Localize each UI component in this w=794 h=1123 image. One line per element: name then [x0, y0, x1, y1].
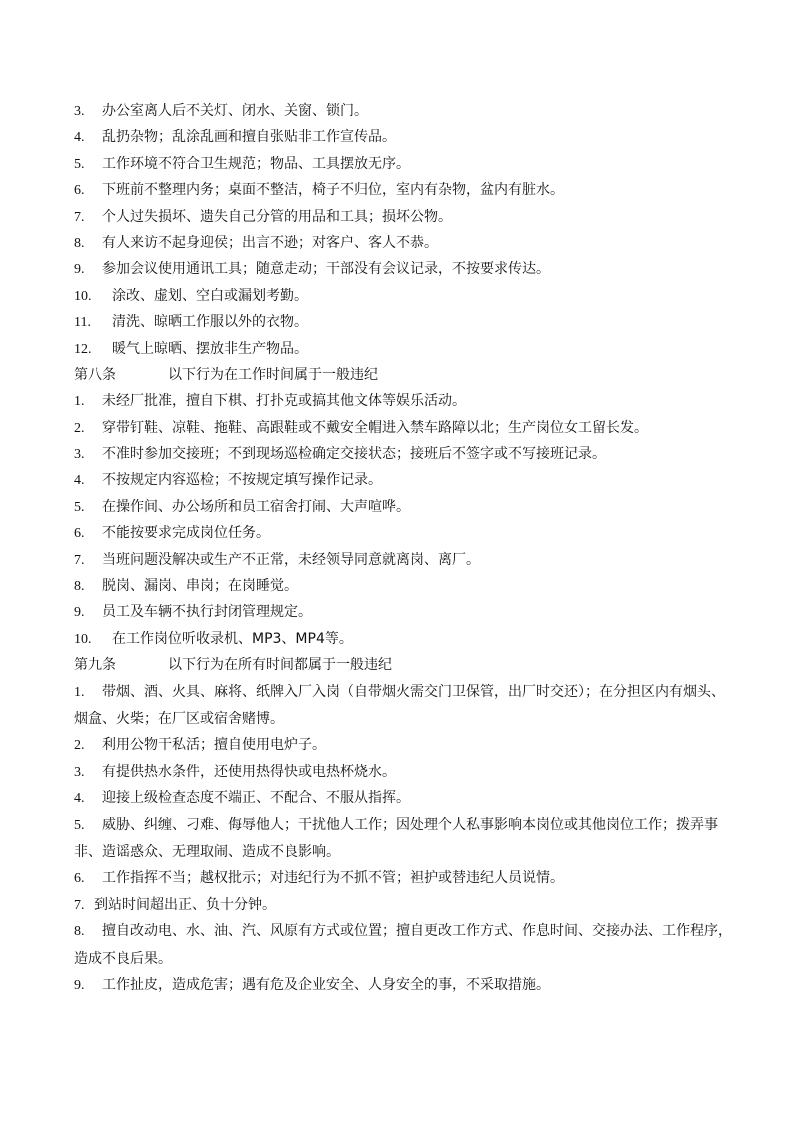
item-text: 办公室离人后不关灯、闭水、关窗、锁门。 — [102, 103, 368, 119]
list-item — [74, 388, 736, 414]
list-item — [74, 98, 736, 124]
list-item — [74, 812, 736, 866]
item-text: 在操作间、办公场所和员工宿舍打闹、大声喧哗。 — [102, 498, 410, 515]
article-heading — [74, 652, 736, 678]
item-number: 2. — [74, 738, 85, 754]
item-number: 9. — [74, 262, 85, 278]
item-text: 擅自改动电、水、油、汽、风原有方式或位置；擅自更改工作方式、作息时间、交接办法、工作程序，造成不良后果。 — [74, 923, 732, 967]
item-number: 4. — [74, 130, 85, 146]
list-item — [74, 441, 736, 467]
list-item — [74, 336, 736, 362]
item-number: 5. — [74, 817, 85, 833]
article-heading — [74, 362, 736, 388]
item-text: 参加会议使用通讯工具；随意走动；干部没有会议记录，不按要求传达。 — [102, 261, 550, 278]
item-number: 7. — [74, 897, 85, 913]
item-number: 3. — [74, 764, 85, 780]
item-number: 7. — [74, 552, 85, 568]
item-number: 7. — [74, 209, 85, 225]
item-text: 有人来访不起身迎侯；出言不逊；对客户、客人不恭。 — [102, 234, 438, 251]
list-item — [74, 309, 736, 335]
item-text: 脱岗、漏岗、串岗；在岗睡觉。 — [102, 578, 298, 595]
list-item — [74, 204, 736, 230]
item-text: 到站时间超出正、负十分钟。 — [94, 896, 276, 913]
list-item — [74, 256, 736, 282]
item-text: 涂改、虚划、空白或漏划考勤。 — [112, 287, 308, 304]
item-text: 个人过失损坏、遗失自己分管的用品和工具；损坏公物。 — [102, 208, 452, 225]
article-number: 第八条 — [74, 366, 116, 383]
list-item — [74, 972, 736, 998]
document-body — [74, 98, 736, 998]
item-number: 8. — [74, 235, 85, 251]
item-text: 乱扔杂物；乱涂乱画和擅自张贴非工作宣传品。 — [102, 129, 396, 146]
item-number: 3. — [74, 447, 85, 463]
item-number: 5. — [74, 499, 85, 515]
list-item — [74, 732, 736, 758]
item-text: 在工作岗位听收录机、MP3、MP4等。 — [112, 630, 353, 647]
item-text: 当班问题没解决或生产不正常，未经领导同意就离岗、离厂。 — [102, 551, 480, 568]
list-item — [74, 759, 736, 785]
item-number: 12. — [74, 341, 92, 357]
list-item — [74, 865, 736, 891]
item-number: 4. — [74, 473, 85, 489]
list-item — [74, 230, 736, 256]
list-item — [74, 177, 736, 203]
item-text: 工作扯皮，造成危害；遇有危及企业安全、人身安全的事，不采取措施。 — [102, 976, 550, 993]
item-number: 10. — [74, 288, 92, 304]
item-number: 6. — [74, 183, 85, 199]
item-text: 利用公物干私活；擅自使用电炉子。 — [102, 737, 326, 754]
item-number: 8. — [74, 924, 85, 940]
item-text: 穿带钉鞋、凉鞋、拖鞋、高跟鞋或不戴安全帽进入禁车路障以北；生产岗位女工留长发。 — [102, 419, 648, 436]
item-number: 4. — [74, 791, 85, 807]
item-number: 9. — [74, 977, 85, 993]
list-item — [74, 573, 736, 599]
item-text: 带烟、酒、火具、麻将、纸牌入厂入岗（自带烟火需交门卫保管，出厂时交还）；在分担区内有烟头、烟盒、火柴；在厂区或宿舍赌博。 — [74, 683, 725, 727]
list-item — [74, 124, 736, 150]
list-item — [74, 520, 736, 546]
item-text: 工作指挥不当；越权批示；对违纪行为不抓不管；袒护或替违纪人员说情。 — [102, 870, 564, 887]
item-text: 清洗、晾晒工作服以外的衣物。 — [112, 314, 308, 331]
article-title: 以下行为在所有时间都属于一般违纪 — [168, 657, 392, 674]
item-number: 8. — [74, 579, 85, 595]
article-number: 第九条 — [74, 657, 116, 674]
article-title: 以下行为在工作时间属于一般违纪 — [168, 366, 378, 383]
item-number: 6. — [74, 526, 85, 542]
item-number: 1. — [74, 684, 85, 700]
item-number: 5. — [74, 156, 85, 172]
item-text: 暖气上晾晒、摆放非生产物品。 — [112, 340, 308, 357]
item-text: 不按规定内容巡检；不按规定填写操作记录。 — [102, 472, 382, 489]
item-text: 不准时参加交接班；不到现场巡检确定交接状态；接班后不签字或不写接班记录。 — [102, 446, 606, 463]
item-text: 不能按要求完成岗位任务。 — [102, 525, 270, 542]
list-item — [74, 892, 736, 918]
item-number: 10. — [74, 631, 92, 647]
list-item — [74, 547, 736, 573]
item-text: 有提供热水条件，还使用热得快或电热杯烧水。 — [102, 763, 396, 780]
list-item — [74, 415, 736, 441]
item-text: 迎接上级检查态度不端正、不配合、不服从指挥。 — [102, 790, 410, 807]
item-text: 下班前不整理内务；桌面不整洁，椅子不归位，室内有杂物，盆内有脏水。 — [102, 182, 564, 199]
item-number: 6. — [74, 871, 85, 887]
item-text: 威胁、纠缠、刁难、侮辱他人；干扰他人工作；因处理个人私事影响本岗位或其他岗位工作；拨弄事非、造谣惑众、无理取闹、造成不良影响。 — [74, 816, 718, 860]
list-item — [74, 626, 736, 652]
list-item — [74, 679, 736, 733]
item-number: 11. — [74, 315, 91, 331]
item-number: 2. — [74, 420, 85, 436]
list-item — [74, 283, 736, 309]
item-text: 工作环境不符合卫生规范；物品、工具摆放无序。 — [102, 155, 410, 172]
item-number: 9. — [74, 605, 85, 621]
list-item — [74, 494, 736, 520]
list-item — [74, 151, 736, 177]
list-item — [74, 599, 736, 625]
item-number: 3. — [74, 104, 85, 119]
item-text: 员工及车辆不执行封闭管理规定。 — [102, 604, 312, 621]
list-item — [74, 785, 736, 811]
item-number: 1. — [74, 394, 85, 410]
item-text: 未经厂批准，擅自下棋、打扑克或搞其他文体等娱乐活动。 — [102, 393, 466, 410]
list-item — [74, 467, 736, 493]
list-item — [74, 918, 736, 972]
